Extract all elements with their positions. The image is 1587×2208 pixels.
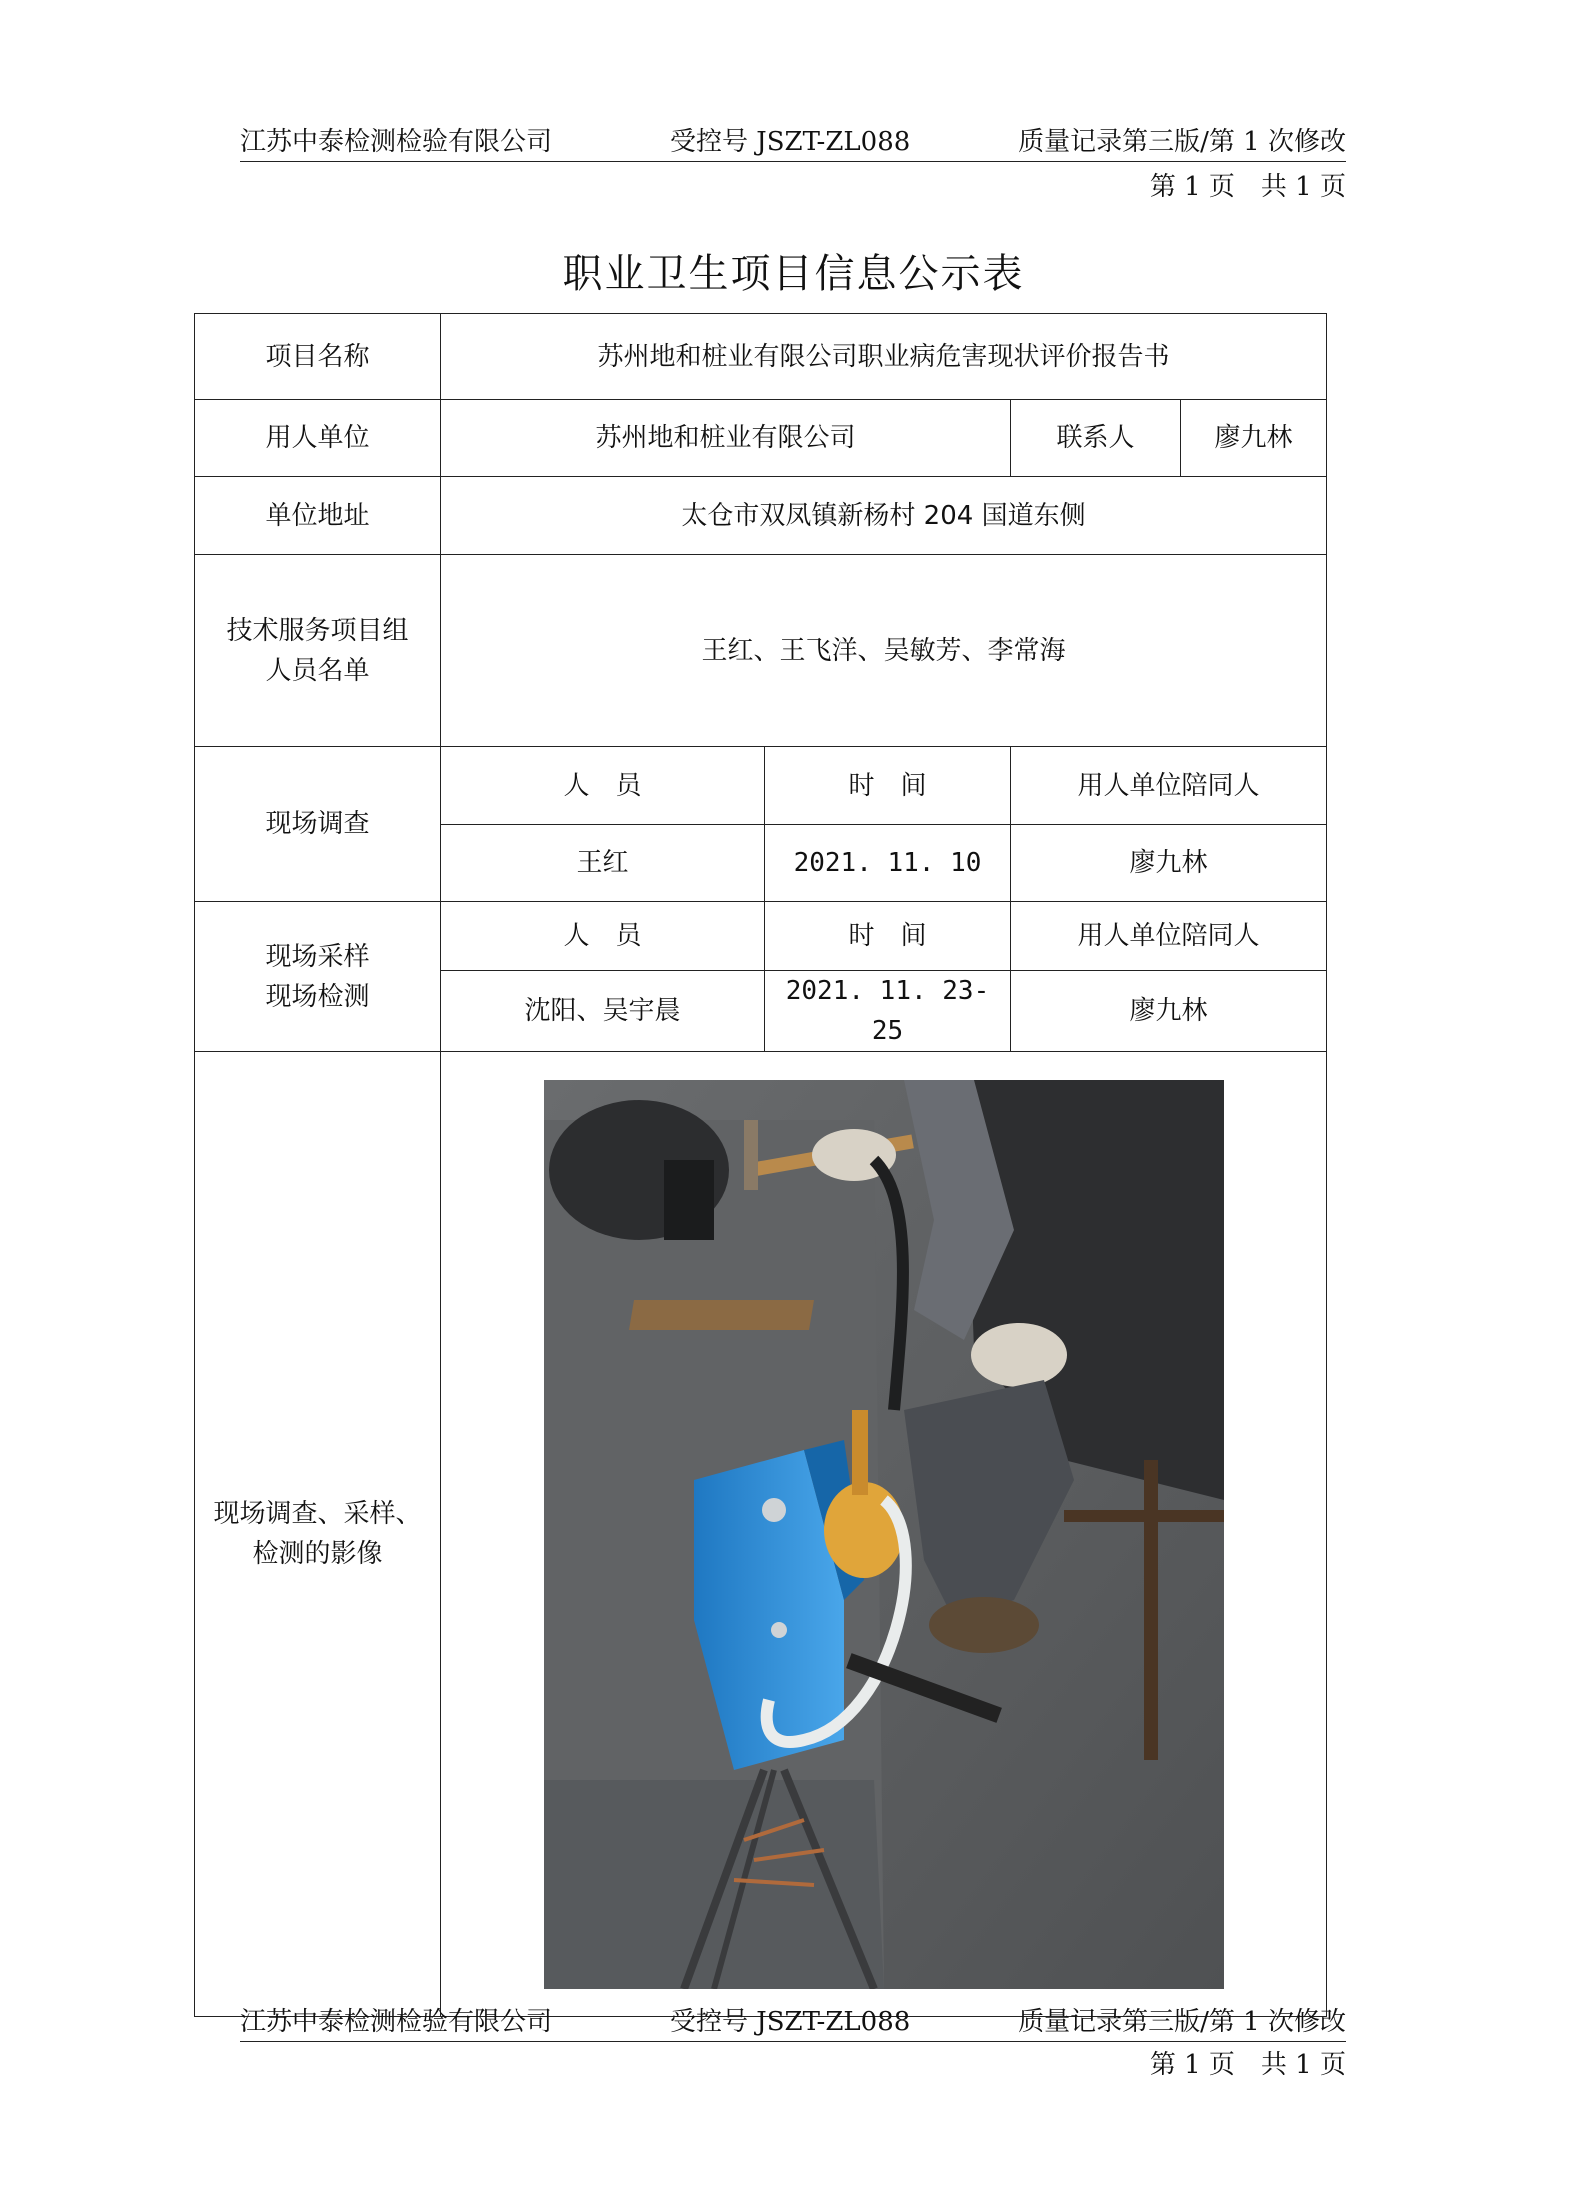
header-control-number: 受控号 JSZT-ZL088 <box>670 127 911 157</box>
header-page-number: 第 1 页 共 1 页 <box>1149 172 1346 202</box>
team-label <box>195 555 441 747</box>
employer-value: 苏州地和桩业有限公司 <box>441 400 1011 477</box>
image-label-line2: 检测的影像 <box>252 1539 383 1569</box>
footer-company: 江苏中泰检测检验有限公司 <box>240 2007 553 2037</box>
photo-helmet-lens <box>664 1160 714 1240</box>
survey-person: 王红 <box>441 825 765 902</box>
image-label-line1: 现场调查、采样、 <box>213 1499 422 1529</box>
photo-chair-leg <box>1144 1460 1158 1760</box>
survey-time: 2021. 11. 10 <box>765 825 1011 902</box>
survey-col-time: 时 间 <box>765 747 1011 825</box>
photo-wood-block <box>629 1300 814 1330</box>
header-company: 江苏中泰检测检验有限公司 <box>240 127 553 157</box>
row-team <box>195 555 1327 747</box>
photo-worker-boot <box>929 1597 1039 1653</box>
contact-label: 联系人 <box>1011 400 1181 477</box>
row-project-name <box>195 314 1327 400</box>
row-images <box>195 1052 1327 2017</box>
sampling-escort: 廖九林 <box>1011 971 1327 1052</box>
contact-value: 廖九林 <box>1181 400 1327 477</box>
sampling-col-escort: 用人单位陪同人 <box>1011 902 1327 971</box>
photo-hammer-head <box>744 1120 758 1190</box>
team-label-line2: 人员名单 <box>265 655 370 686</box>
sampling-label-line2: 现场检测 <box>265 981 370 1012</box>
sampling-col-time: 时 间 <box>765 902 1011 971</box>
footer-rule <box>240 2041 1346 2042</box>
photo-device-port <box>771 1622 787 1638</box>
header-version: 质量记录第三版/第 1 次修改 <box>1018 127 1346 157</box>
survey-col-escort: 用人单位陪同人 <box>1011 747 1327 825</box>
sampling-col-person: 人 员 <box>441 902 765 971</box>
survey-escort: 廖九林 <box>1011 825 1327 902</box>
site-photo <box>544 1080 1224 1989</box>
row-survey-header <box>195 747 1327 825</box>
page-header <box>240 118 1346 162</box>
row-address <box>195 477 1327 555</box>
row-employer <box>195 400 1327 477</box>
address-label: 单位地址 <box>195 477 441 555</box>
photo-impinger-bottle <box>824 1482 904 1578</box>
sampling-person: 沈阳、吴宇晨 <box>441 971 765 1052</box>
team-value: 王红、王飞洋、吴敏芳、李常海 <box>441 555 1327 747</box>
page-footer <box>240 1998 1346 2042</box>
project-name-label: 项目名称 <box>195 314 441 400</box>
photo-glove-knee <box>971 1323 1067 1387</box>
address-value: 太仓市双凤镇新杨村 204 国道东侧 <box>441 477 1327 555</box>
team-label-line1: 技术服务项目组 <box>226 615 409 646</box>
survey-label: 现场调查 <box>195 747 441 902</box>
sampling-time: 2021. 11. 23-25 <box>765 971 1011 1052</box>
photo-device-knob <box>762 1498 786 1522</box>
page-title: 职业卫生项目信息公示表 <box>562 251 1025 297</box>
photo-chair-rail <box>1064 1510 1224 1522</box>
sampling-label-line1: 现场采样 <box>265 941 370 972</box>
image-cell <box>441 1052 1327 2017</box>
sampling-label <box>195 902 441 1052</box>
footer-page-number: 第 1 页 共 1 页 <box>1149 2050 1346 2080</box>
employer-label: 用人单位 <box>195 400 441 477</box>
info-table <box>194 313 1327 2017</box>
row-sampling-header <box>195 902 1327 971</box>
image-label <box>195 1052 441 2017</box>
survey-col-person: 人 员 <box>441 747 765 825</box>
header-rule <box>240 161 1346 162</box>
photo-impinger-neck <box>852 1410 868 1495</box>
footer-control-number: 受控号 JSZT-ZL088 <box>670 2007 911 2037</box>
project-name-value: 苏州地和桩业有限公司职业病危害现状评价报告书 <box>441 314 1327 400</box>
footer-version: 质量记录第三版/第 1 次修改 <box>1018 2007 1346 2037</box>
